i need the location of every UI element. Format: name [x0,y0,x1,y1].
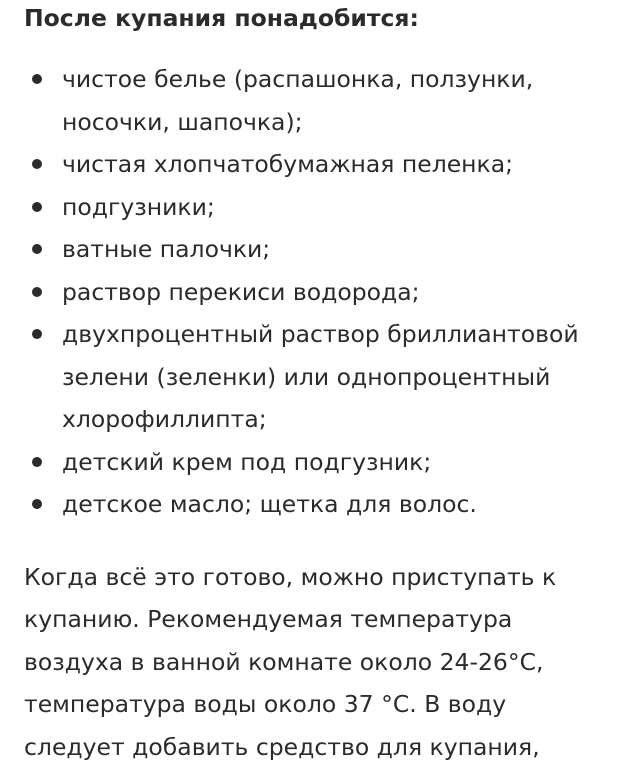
bullet-icon [32,457,42,467]
list-item-text: чистое белье (распашонка, ползунки, носочки, шапочка); [62,65,534,136]
supplies-list [24,58,604,526]
list-item-text: двухпроцентный раствор бриллиантовой зелени (зеленки) или однопроцентный хлорофиллипта; [62,320,579,433]
list-item [24,483,604,526]
list-item [24,441,604,484]
list-item [24,313,604,441]
bullet-icon [32,202,42,212]
list-item-text: чистая хлопчатобумажная пеленка; [62,150,514,178]
article-content [24,0,604,768]
bullet-icon [32,499,42,509]
bullet-icon [32,159,42,169]
list-item-text: подгузники; [62,192,215,221]
bullet-icon [32,329,42,339]
bullet-icon [32,287,42,297]
section-heading: После купания понадобится: [24,4,419,32]
bullet-icon [32,244,42,254]
list-item [24,271,604,314]
list-item-text: ватные палочки; [62,235,271,263]
list-item [24,186,604,229]
list-item-text: детский крем под подгузник; [62,447,432,476]
bullet-icon [32,74,42,84]
body-paragraph: Когда всё это готово, можно приступать к купанию. Рекомендуемая температура воздуха в ванной комнате около 24-26°C, температура воды около 37 °C. В воду следует добавить средство для купания, [24,562,557,761]
list-item [24,228,604,271]
list-item [24,143,604,186]
list-item [24,58,604,143]
list-item-text: детское масло; щетка для волос. [62,490,477,518]
list-item-text: раствор перекиси водорода; [62,277,420,306]
